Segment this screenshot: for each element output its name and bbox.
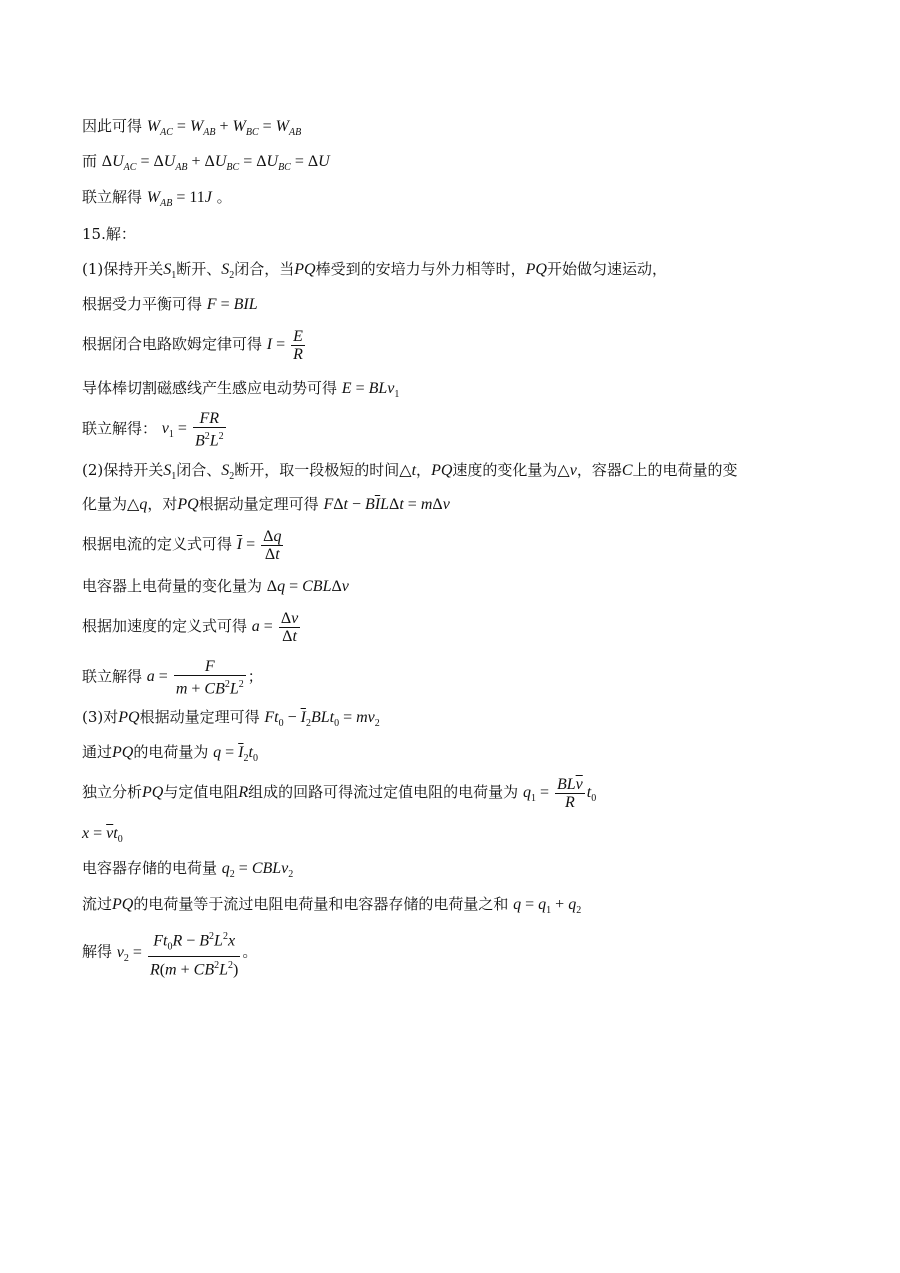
text-run: 闭合、 — [176, 461, 222, 479]
symbol: △t — [399, 462, 417, 479]
text-line — [82, 823, 123, 850]
symbol: PQ — [177, 496, 199, 513]
text-run: 根据动量定理可得 — [198, 495, 319, 513]
equation: I = $\frac{E}{R}$ — [266, 328, 303, 363]
text-run: 速度的变化量为 — [452, 461, 558, 479]
symbol: C — [621, 462, 633, 479]
text-run: 开始做匀速运动， — [546, 260, 667, 278]
equation: $q = \overline{I}_2t_0$ — [213, 744, 258, 765]
text-run: (2)保持开关 — [82, 461, 164, 479]
text-line — [82, 460, 738, 487]
text-run: 通过 — [82, 743, 113, 761]
symbol: $S_1$ — [163, 261, 177, 282]
text-run: 。 — [242, 942, 258, 961]
text-run: 化量为 — [82, 495, 128, 513]
text-line — [82, 151, 330, 178]
equation: $F\Delta t - B\overline{I}L\Delta t = m\Delta v$ — [323, 496, 450, 513]
text-run: 根据受力平衡可得 — [82, 295, 203, 313]
equation: $q_1$ = $\frac{BL\overline{v}}{R}$ $t_0$ — [522, 776, 597, 811]
text-run: 而 — [82, 152, 98, 170]
text-run: 解得 — [82, 942, 113, 961]
text-line — [82, 610, 302, 645]
equation: a = $\frac{\Delta v}{\Delta t}$ — [251, 610, 299, 645]
text-run: ； — [247, 667, 263, 686]
equation: $q = q_1 + q_2$ — [513, 896, 582, 917]
text-run: 断开，取一段极短的时间 — [234, 461, 400, 479]
text-line — [82, 858, 293, 885]
symbol: PQ — [112, 896, 134, 913]
symbol: △q — [127, 496, 148, 513]
equation: a = $\frac{F}{m + CB^2L^2}$ — [146, 658, 244, 698]
symbol: PQ — [431, 462, 453, 479]
symbol: PQ — [294, 261, 316, 278]
text-run: ，容器 — [576, 461, 622, 479]
equation: $Ft_0 - \overline{I}_2BLt_0 = mv_2$ — [264, 709, 380, 730]
symbol: PQ — [112, 744, 134, 761]
symbol: PQ — [118, 709, 140, 726]
symbol: R — [238, 784, 249, 802]
text-line — [82, 894, 581, 921]
symbol: $S_2$ — [221, 462, 235, 483]
equation: $\Delta U_{AC} = \Delta U_{AB} + \Delta U_{BC} = \Delta U_{BC} = \Delta U$ — [101, 153, 330, 174]
text-run: 流过 — [82, 895, 113, 913]
text-run: 联立解得 — [82, 667, 143, 686]
text-line — [82, 707, 380, 734]
equation: $v_2$ = $\frac{Ft_0R - B^2L^2x}{R(m + CB^2L^2)}$ — [117, 944, 243, 961]
equation: $v_1$ = $\frac{FR}{B^2L^2}$ — [161, 410, 224, 450]
text-line — [82, 528, 285, 563]
equation: $q_2$ = CBLv$_2$ — [221, 860, 294, 881]
equation: $\overline{I}$ = $\frac{\Delta q}{\Delta t}$ — [236, 528, 282, 563]
text-run: 15.解： — [82, 225, 136, 243]
text-line — [82, 378, 399, 405]
text-run: 联立解得： — [82, 419, 158, 438]
text-run: 的电荷量为 — [133, 743, 209, 761]
equation: $W_{AC} = W_{AB} + W_{BC} = W_{AB}$ — [146, 118, 302, 139]
text-line — [82, 328, 307, 363]
text-line — [82, 116, 301, 143]
text-run: 与定值电阻 — [163, 783, 239, 802]
text-run: (3)对 — [82, 708, 119, 726]
text-run: 断开、 — [176, 260, 222, 278]
text-run: 根据动量定理可得 — [139, 708, 260, 726]
text-run: 组成的回路可得流过定值电阻的电荷量为 — [248, 783, 519, 802]
symbol: $S_2$ — [221, 261, 235, 282]
equation: Δq = CBLΔv — [266, 578, 349, 595]
text-run: 因此可得 — [82, 117, 143, 135]
symbol: PQ — [525, 261, 547, 278]
text-line — [82, 576, 349, 597]
text-line — [82, 410, 228, 449]
symbol: $S_1$ — [163, 462, 177, 483]
text-line — [82, 658, 263, 697]
text-run: 联立解得 — [82, 188, 143, 206]
text-run: ，对 — [147, 495, 178, 513]
text-run: 。 — [216, 188, 232, 206]
equation: $W_{AB} = 11J$ — [146, 189, 212, 210]
text-run: 电容器上电荷量的变化量为 — [82, 577, 263, 595]
text-run: 闭合，当 — [234, 260, 295, 278]
equation: E = BLv$_1$ — [341, 380, 400, 401]
text-line — [82, 742, 258, 769]
text-run: (1)保持开关 — [82, 260, 164, 278]
text-run: 棒受到的安培力与外力相等时， — [315, 260, 526, 278]
text-run: 根据电流的定义式可得 — [82, 535, 233, 554]
text-run: 上的电荷量的变 — [632, 461, 738, 479]
equation: F = BIL — [206, 296, 258, 313]
text-run: 导体棒切割磁感线产生感应电动势可得 — [82, 379, 338, 397]
text-run: 电容器存储的电荷量 — [82, 859, 218, 877]
question-number — [82, 224, 136, 244]
text-run: 的电荷量等于流过电阻电荷量和电容器存储的电荷量之和 — [133, 895, 509, 913]
text-run: 独立分析 — [82, 783, 143, 802]
equation: $x = \overline{v}t_0$ — [82, 825, 123, 846]
text-run: ， — [416, 461, 432, 479]
text-line — [82, 928, 257, 978]
text-run: 根据闭合电路欧姆定律可得 — [82, 335, 263, 354]
symbol: PQ — [142, 784, 164, 802]
text-line — [82, 187, 232, 214]
text-line — [82, 494, 450, 515]
text-line — [82, 776, 596, 811]
text-line — [82, 259, 667, 286]
text-run: 根据加速度的定义式可得 — [82, 617, 248, 636]
text-line — [82, 294, 258, 315]
symbol: △v — [557, 462, 577, 479]
